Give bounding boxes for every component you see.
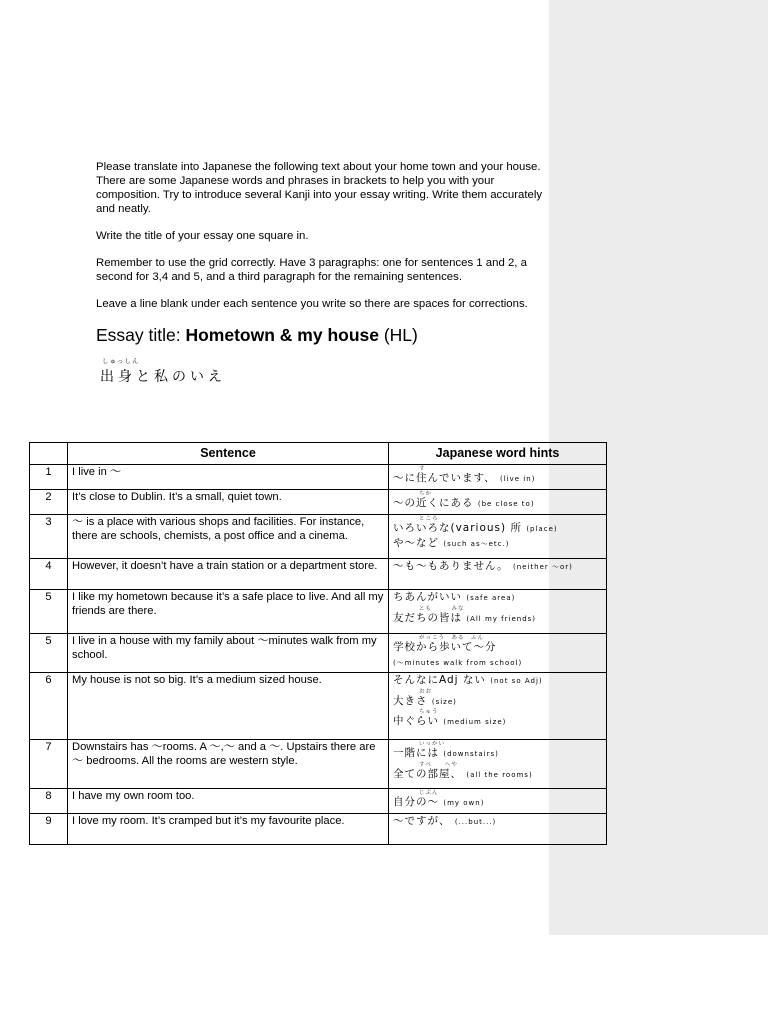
row-hints bbox=[389, 740, 607, 789]
hint-ruby: すべ へや bbox=[419, 761, 458, 768]
table-row bbox=[30, 673, 607, 740]
hint-line bbox=[393, 472, 602, 487]
row-hints bbox=[389, 515, 607, 559]
instruction-paragraph-1: Please translate into Japanese the following text about your home town and your house. There are some Japanese words and phrases in brackets to help you with your composition. Try to introduce several Kanji into your essay writing. Write them accurately and neatly. bbox=[96, 161, 543, 215]
hint-ruby: す bbox=[419, 466, 426, 472]
row-hints bbox=[389, 590, 607, 634]
row-number: 4 bbox=[30, 559, 68, 590]
row-number: 8 bbox=[30, 789, 68, 814]
hint-ruby: ちか bbox=[419, 491, 433, 497]
hint-gloss: (such as～etc.) bbox=[443, 539, 510, 548]
hint-line bbox=[393, 674, 602, 689]
hint-line bbox=[393, 656, 602, 671]
row-number: 7 bbox=[30, 740, 68, 789]
row-sentence: ～ is a place with various shops and facilities. For instance, there are schools, chemists, a post office and a cinema. bbox=[68, 515, 389, 559]
row-number: 3 bbox=[30, 515, 68, 559]
row-sentence: I have my own room too. bbox=[68, 789, 389, 814]
hint-text: ～に住んでいます、 bbox=[393, 472, 496, 484]
hint-text: 大きさ bbox=[393, 694, 428, 707]
hint-line bbox=[393, 612, 602, 627]
document-page bbox=[96, 160, 546, 392]
hint-line bbox=[393, 768, 602, 783]
table-body bbox=[30, 465, 607, 845]
hint-text: ～も～もありません。 bbox=[393, 560, 509, 572]
hint-ruby: ちゅう bbox=[419, 709, 439, 715]
header-sentence: Sentence bbox=[68, 443, 389, 465]
hint-gloss: (safe area) bbox=[466, 594, 516, 602]
hint-ruby: とも みな bbox=[419, 605, 465, 612]
essay-title bbox=[96, 324, 546, 346]
hint-gloss: (place) bbox=[526, 525, 558, 533]
row-sentence: I live in a house with my family about ～minutes walk from my school. bbox=[68, 634, 389, 673]
row-hints bbox=[389, 465, 607, 490]
table-row bbox=[30, 634, 607, 673]
header-num bbox=[30, 443, 68, 465]
hint-gloss: (be close to) bbox=[477, 500, 535, 508]
hint-gloss: (～minutes walk from school) bbox=[393, 658, 523, 667]
hint-text: 自分の～ bbox=[393, 796, 439, 808]
row-number: 2 bbox=[30, 490, 68, 515]
hint-line bbox=[393, 591, 602, 606]
table-row bbox=[30, 814, 607, 845]
row-hints bbox=[389, 634, 607, 673]
hint-text: ちあんがいい bbox=[393, 591, 462, 603]
japanese-title-text: 出身と私のいえ bbox=[100, 369, 226, 385]
hint-line bbox=[393, 522, 602, 537]
hint-line bbox=[393, 497, 602, 512]
table-row bbox=[30, 590, 607, 634]
table-row bbox=[30, 465, 607, 490]
hint-ruby: おお bbox=[419, 688, 433, 695]
row-sentence: I live in ～ bbox=[68, 465, 389, 490]
hint-ruby: ところ bbox=[419, 516, 439, 522]
table-header-row bbox=[30, 443, 607, 465]
row-hints bbox=[389, 673, 607, 740]
hint-ruby: いっかい bbox=[419, 741, 446, 747]
row-hints bbox=[389, 559, 607, 590]
hint-gloss: (...but...) bbox=[454, 818, 497, 826]
hint-line bbox=[393, 641, 602, 656]
hint-line bbox=[393, 537, 602, 552]
hint-line bbox=[393, 715, 602, 730]
hint-ruby: がっこう ある ふん bbox=[419, 635, 485, 641]
row-number: 5 bbox=[30, 590, 68, 634]
hint-text: 全ての部屋、 bbox=[393, 767, 462, 780]
table-row bbox=[30, 490, 607, 515]
japanese-title bbox=[100, 356, 546, 392]
japanese-title-ruby: しゅっしん bbox=[102, 357, 140, 365]
hint-gloss: (All my friends) bbox=[466, 614, 537, 623]
table-row bbox=[30, 789, 607, 814]
hint-gloss: (live in) bbox=[500, 475, 536, 483]
hint-gloss: (downstairs) bbox=[443, 750, 499, 758]
hint-gloss: (neither ～or) bbox=[512, 563, 573, 571]
table-row bbox=[30, 740, 607, 789]
essay-title-prefix: Essay title: bbox=[96, 325, 186, 345]
hint-line bbox=[393, 560, 602, 575]
instruction-paragraph-4: Leave a line blank under each sentence you write so there are spaces for corrections. bbox=[96, 298, 528, 310]
row-number: 9 bbox=[30, 814, 68, 845]
instruction-paragraph-2: Write the title of your essay one square in. bbox=[96, 230, 309, 242]
row-hints bbox=[389, 789, 607, 814]
row-sentence: Downstairs has ～rooms. A ～,～ and a ～. Upstairs there are ～ bedrooms. All the rooms are western style. bbox=[68, 740, 389, 789]
hint-line bbox=[393, 815, 602, 830]
hint-text: 学校から歩いて～分 bbox=[393, 641, 497, 653]
hint-gloss: (my own) bbox=[443, 799, 485, 807]
hint-gloss: (all the rooms) bbox=[466, 770, 533, 779]
hint-text: 中ぐらい bbox=[393, 715, 439, 727]
table-row bbox=[30, 559, 607, 590]
hint-line bbox=[393, 747, 602, 762]
row-number: 5 bbox=[30, 634, 68, 673]
row-sentence: However, it doesn’t have a train station or a department store. bbox=[68, 559, 389, 590]
hint-gloss: (not so Adj) bbox=[490, 677, 543, 685]
hint-text: ～ですが、 bbox=[393, 815, 451, 827]
row-sentence: My house is not so big. It’s a medium sized house. bbox=[68, 673, 389, 740]
row-sentence: I love my room. It’s cramped but it’s my favourite place. bbox=[68, 814, 389, 845]
header-hints: Japanese word hints bbox=[389, 443, 607, 465]
row-hints bbox=[389, 490, 607, 515]
hint-text: 友だちの皆は bbox=[393, 611, 462, 624]
hint-text: いろいろな(various) 所 bbox=[393, 522, 522, 534]
row-sentence: I like my hometown because it’s a safe place to live. And all my friends are there. bbox=[68, 590, 389, 634]
hint-text: ～の近くにある bbox=[393, 497, 474, 509]
row-number: 1 bbox=[30, 465, 68, 490]
hints-table bbox=[29, 442, 607, 845]
hint-text: 一階には bbox=[393, 747, 439, 759]
hint-text: そんなにAdj ない bbox=[393, 674, 486, 686]
instruction-paragraph-3: Remember to use the grid correctly. Have 3 paragraphs: one for sentences 1 and 2, a second for 3,4 and 5, and a third paragraph for the remaining sentences. bbox=[96, 257, 527, 283]
hint-ruby: じぶん bbox=[419, 790, 439, 796]
row-number: 6 bbox=[30, 673, 68, 740]
hint-gloss: (size) bbox=[431, 697, 457, 706]
essay-title-main: Hometown & my house bbox=[185, 325, 379, 345]
hint-gloss: (medium size) bbox=[443, 718, 507, 726]
essay-title-suffix: (HL) bbox=[378, 325, 418, 345]
table-row bbox=[30, 515, 607, 559]
row-sentence: It’s close to Dublin. It’s a small, quiet town. bbox=[68, 490, 389, 515]
hint-line bbox=[393, 796, 602, 811]
hint-line bbox=[393, 695, 602, 710]
hint-text: や～など bbox=[393, 536, 439, 549]
row-hints bbox=[389, 814, 607, 845]
